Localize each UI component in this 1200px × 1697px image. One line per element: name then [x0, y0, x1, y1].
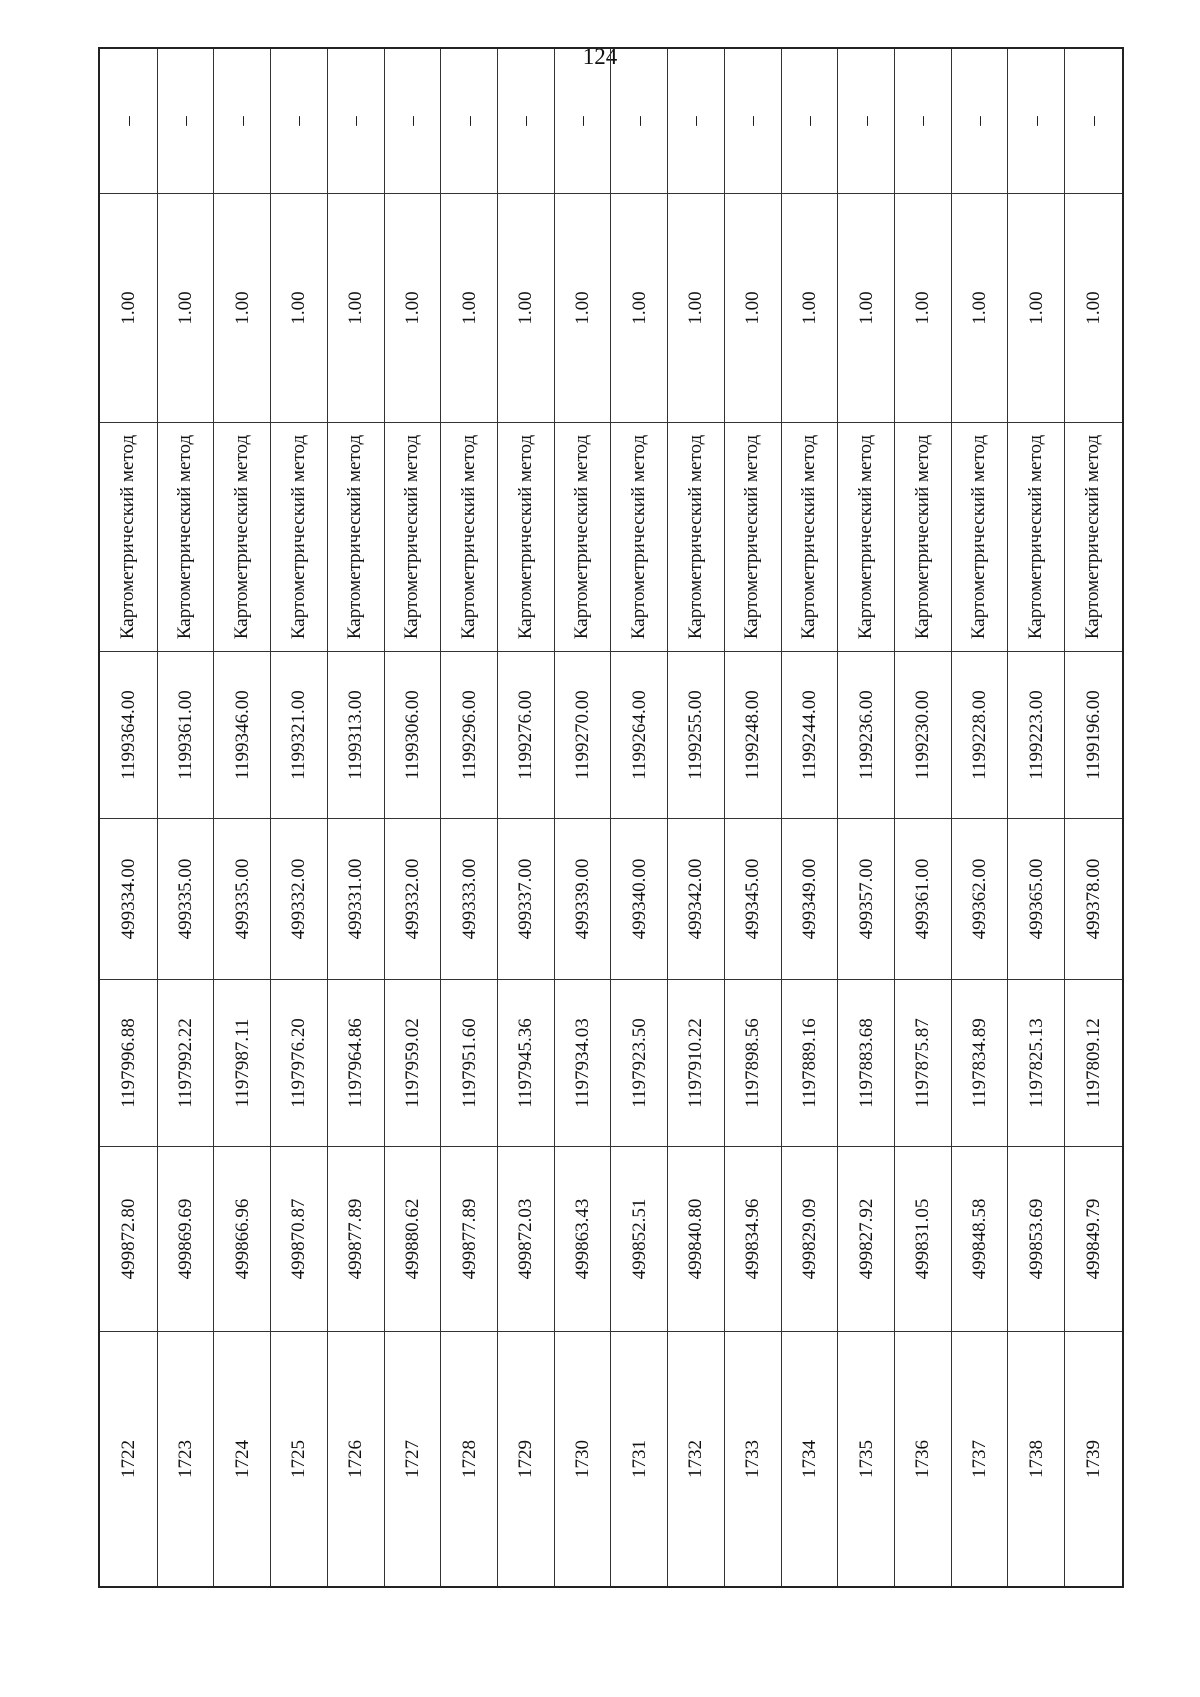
point-id-cell: 1736	[894, 1332, 951, 1588]
x-coordinate-alt-cell: 499332.00	[271, 819, 328, 980]
table-row	[724, 48, 781, 1587]
description-cell: –	[554, 48, 611, 194]
point-id-cell: 1727	[384, 1332, 441, 1588]
y-coordinate-cell: 1197923.50	[611, 980, 668, 1147]
accuracy-cell: 1.00	[1008, 194, 1065, 423]
accuracy-cell: 1.00	[838, 194, 895, 423]
point-id-cell: 1732	[668, 1332, 725, 1588]
description-cell: –	[781, 48, 838, 194]
point-id-cell: 1733	[724, 1332, 781, 1588]
accuracy-cell: 1.00	[1065, 194, 1123, 423]
x-coordinate-alt-cell: 499340.00	[611, 819, 668, 980]
table-row	[214, 48, 271, 1587]
x-coordinate-cell: 499852.51	[611, 1147, 668, 1332]
table-row	[384, 48, 441, 1587]
method-cell: Картометрический метод	[384, 423, 441, 652]
table-row	[1065, 48, 1123, 1587]
x-coordinate-alt-cell: 499357.00	[838, 819, 895, 980]
x-coordinate-cell: 499834.96	[724, 1147, 781, 1332]
point-id-cell: 1735	[838, 1332, 895, 1588]
x-coordinate-alt-cell: 499345.00	[724, 819, 781, 980]
x-coordinate-cell: 499872.80	[99, 1147, 157, 1332]
point-id-cell: 1730	[554, 1332, 611, 1588]
table-row	[894, 48, 951, 1587]
coordinates-table-body	[99, 48, 1123, 1587]
description-cell: –	[838, 48, 895, 194]
x-coordinate-cell: 499872.03	[497, 1147, 554, 1332]
description-cell: –	[668, 48, 725, 194]
y-coordinate-alt-cell: 1199313.00	[327, 652, 384, 819]
accuracy-cell: 1.00	[611, 194, 668, 423]
accuracy-cell: 1.00	[497, 194, 554, 423]
y-coordinate-alt-cell: 1199306.00	[384, 652, 441, 819]
y-coordinate-cell: 1197883.68	[838, 980, 895, 1147]
y-coordinate-alt-cell: 1199255.00	[668, 652, 725, 819]
x-coordinate-cell: 499831.05	[894, 1147, 951, 1332]
method-cell: Картометрический метод	[611, 423, 668, 652]
table-row	[497, 48, 554, 1587]
method-cell: Картометрический метод	[894, 423, 951, 652]
table-row	[271, 48, 328, 1587]
point-id-cell: 1739	[1065, 1332, 1123, 1588]
y-coordinate-cell: 1197992.22	[157, 980, 214, 1147]
page-number: 124	[582, 44, 618, 69]
y-coordinate-alt-cell: 1199223.00	[1008, 652, 1065, 819]
y-coordinate-cell: 1197910.22	[668, 980, 725, 1147]
description-cell: –	[327, 48, 384, 194]
description-cell: –	[384, 48, 441, 194]
x-coordinate-alt-cell: 499337.00	[497, 819, 554, 980]
accuracy-cell: 1.00	[894, 194, 951, 423]
x-coordinate-alt-cell: 499349.00	[781, 819, 838, 980]
method-cell: Картометрический метод	[951, 423, 1008, 652]
y-coordinate-alt-cell: 1199264.00	[611, 652, 668, 819]
method-cell: Картометрический метод	[724, 423, 781, 652]
x-coordinate-cell: 499880.62	[384, 1147, 441, 1332]
method-cell: Картометрический метод	[441, 423, 498, 652]
x-coordinate-cell: 499866.96	[214, 1147, 271, 1332]
y-coordinate-cell: 1197875.87	[894, 980, 951, 1147]
x-coordinate-alt-cell: 499333.00	[441, 819, 498, 980]
y-coordinate-alt-cell: 1199296.00	[441, 652, 498, 819]
description-cell: –	[497, 48, 554, 194]
y-coordinate-cell: 1197996.88	[99, 980, 157, 1147]
y-coordinate-cell: 1197987.11	[214, 980, 271, 1147]
table-row	[157, 48, 214, 1587]
table-row	[951, 48, 1008, 1587]
x-coordinate-alt-cell: 499332.00	[384, 819, 441, 980]
method-cell: Картометрический метод	[1008, 423, 1065, 652]
method-cell: Картометрический метод	[781, 423, 838, 652]
point-id-cell: 1725	[271, 1332, 328, 1588]
accuracy-cell: 1.00	[214, 194, 271, 423]
description-cell: –	[951, 48, 1008, 194]
y-coordinate-alt-cell: 1199321.00	[271, 652, 328, 819]
y-coordinate-cell: 1197898.56	[724, 980, 781, 1147]
accuracy-cell: 1.00	[441, 194, 498, 423]
description-cell: –	[724, 48, 781, 194]
y-coordinate-cell: 1197945.36	[497, 980, 554, 1147]
accuracy-cell: 1.00	[271, 194, 328, 423]
x-coordinate-cell: 499877.89	[327, 1147, 384, 1332]
y-coordinate-alt-cell: 1199276.00	[497, 652, 554, 819]
x-coordinate-alt-cell: 499335.00	[214, 819, 271, 980]
accuracy-cell: 1.00	[554, 194, 611, 423]
y-coordinate-cell: 1197951.60	[441, 980, 498, 1147]
y-coordinate-cell: 1197964.86	[327, 980, 384, 1147]
x-coordinate-alt-cell: 499335.00	[157, 819, 214, 980]
x-coordinate-cell: 499827.92	[838, 1147, 895, 1332]
y-coordinate-cell: 1197959.02	[384, 980, 441, 1147]
x-coordinate-cell: 499870.87	[271, 1147, 328, 1332]
y-coordinate-alt-cell: 1199361.00	[157, 652, 214, 819]
method-cell: Картометрический метод	[214, 423, 271, 652]
accuracy-cell: 1.00	[384, 194, 441, 423]
point-id-cell: 1722	[99, 1332, 157, 1588]
table-row	[668, 48, 725, 1587]
table-row	[327, 48, 384, 1587]
point-id-cell: 1738	[1008, 1332, 1065, 1588]
accuracy-cell: 1.00	[951, 194, 1008, 423]
x-coordinate-alt-cell: 499362.00	[951, 819, 1008, 980]
point-id-cell: 1734	[781, 1332, 838, 1588]
point-id-cell: 1731	[611, 1332, 668, 1588]
y-coordinate-cell: 1197834.89	[951, 980, 1008, 1147]
table-row	[99, 48, 157, 1587]
point-id-cell: 1724	[214, 1332, 271, 1588]
method-cell: Картометрический метод	[271, 423, 328, 652]
y-coordinate-alt-cell: 1199230.00	[894, 652, 951, 819]
point-id-cell: 1729	[497, 1332, 554, 1588]
rotated-table-frame	[98, 116, 1124, 1588]
table-row	[781, 48, 838, 1587]
y-coordinate-alt-cell: 1199196.00	[1065, 652, 1123, 819]
method-cell: Картометрический метод	[157, 423, 214, 652]
point-id-cell: 1737	[951, 1332, 1008, 1588]
accuracy-cell: 1.00	[327, 194, 384, 423]
point-id-cell: 1726	[327, 1332, 384, 1588]
coordinates-table	[98, 47, 1124, 1588]
y-coordinate-cell: 1197889.16	[781, 980, 838, 1147]
x-coordinate-alt-cell: 499378.00	[1065, 819, 1123, 980]
point-id-cell: 1723	[157, 1332, 214, 1588]
x-coordinate-cell: 499840.80	[668, 1147, 725, 1332]
method-cell: Картометрический метод	[327, 423, 384, 652]
table-row	[554, 48, 611, 1587]
x-coordinate-cell: 499853.69	[1008, 1147, 1065, 1332]
description-cell: –	[271, 48, 328, 194]
method-cell: Картометрический метод	[497, 423, 554, 652]
x-coordinate-cell: 499877.89	[441, 1147, 498, 1332]
table-row	[611, 48, 668, 1587]
description-cell: –	[214, 48, 271, 194]
method-cell: Картометрический метод	[554, 423, 611, 652]
x-coordinate-alt-cell: 499342.00	[668, 819, 725, 980]
y-coordinate-alt-cell: 1199248.00	[724, 652, 781, 819]
method-cell: Картометрический метод	[838, 423, 895, 652]
method-cell: Картометрический метод	[668, 423, 725, 652]
x-coordinate-cell: 499849.79	[1065, 1147, 1123, 1332]
x-coordinate-alt-cell: 499365.00	[1008, 819, 1065, 980]
y-coordinate-alt-cell: 1199244.00	[781, 652, 838, 819]
x-coordinate-cell: 499869.69	[157, 1147, 214, 1332]
y-coordinate-cell: 1197976.20	[271, 980, 328, 1147]
y-coordinate-alt-cell: 1199346.00	[214, 652, 271, 819]
x-coordinate-alt-cell: 499361.00	[894, 819, 951, 980]
description-cell: –	[441, 48, 498, 194]
x-coordinate-cell: 499848.58	[951, 1147, 1008, 1332]
y-coordinate-alt-cell: 1199228.00	[951, 652, 1008, 819]
y-coordinate-cell: 1197934.03	[554, 980, 611, 1147]
x-coordinate-cell: 499829.09	[781, 1147, 838, 1332]
description-cell: –	[611, 48, 668, 194]
y-coordinate-cell: 1197809.12	[1065, 980, 1123, 1147]
y-coordinate-alt-cell: 1199364.00	[99, 652, 157, 819]
description-cell: –	[157, 48, 214, 194]
y-coordinate-cell: 1197825.13	[1008, 980, 1065, 1147]
accuracy-cell: 1.00	[781, 194, 838, 423]
x-coordinate-alt-cell: 499339.00	[554, 819, 611, 980]
x-coordinate-alt-cell: 499331.00	[327, 819, 384, 980]
description-cell: –	[1008, 48, 1065, 194]
accuracy-cell: 1.00	[724, 194, 781, 423]
point-id-cell: 1728	[441, 1332, 498, 1588]
y-coordinate-alt-cell: 1199270.00	[554, 652, 611, 819]
accuracy-cell: 1.00	[157, 194, 214, 423]
table-row	[441, 48, 498, 1587]
y-coordinate-alt-cell: 1199236.00	[838, 652, 895, 819]
description-cell: –	[99, 48, 157, 194]
description-cell: –	[894, 48, 951, 194]
table-row	[838, 48, 895, 1587]
accuracy-cell: 1.00	[99, 194, 157, 423]
accuracy-cell: 1.00	[668, 194, 725, 423]
method-cell: Картометрический метод	[99, 423, 157, 652]
x-coordinate-alt-cell: 499334.00	[99, 819, 157, 980]
description-cell: –	[1065, 48, 1123, 194]
method-cell: Картометрический метод	[1065, 423, 1123, 652]
table-row	[1008, 48, 1065, 1587]
x-coordinate-cell: 499863.43	[554, 1147, 611, 1332]
